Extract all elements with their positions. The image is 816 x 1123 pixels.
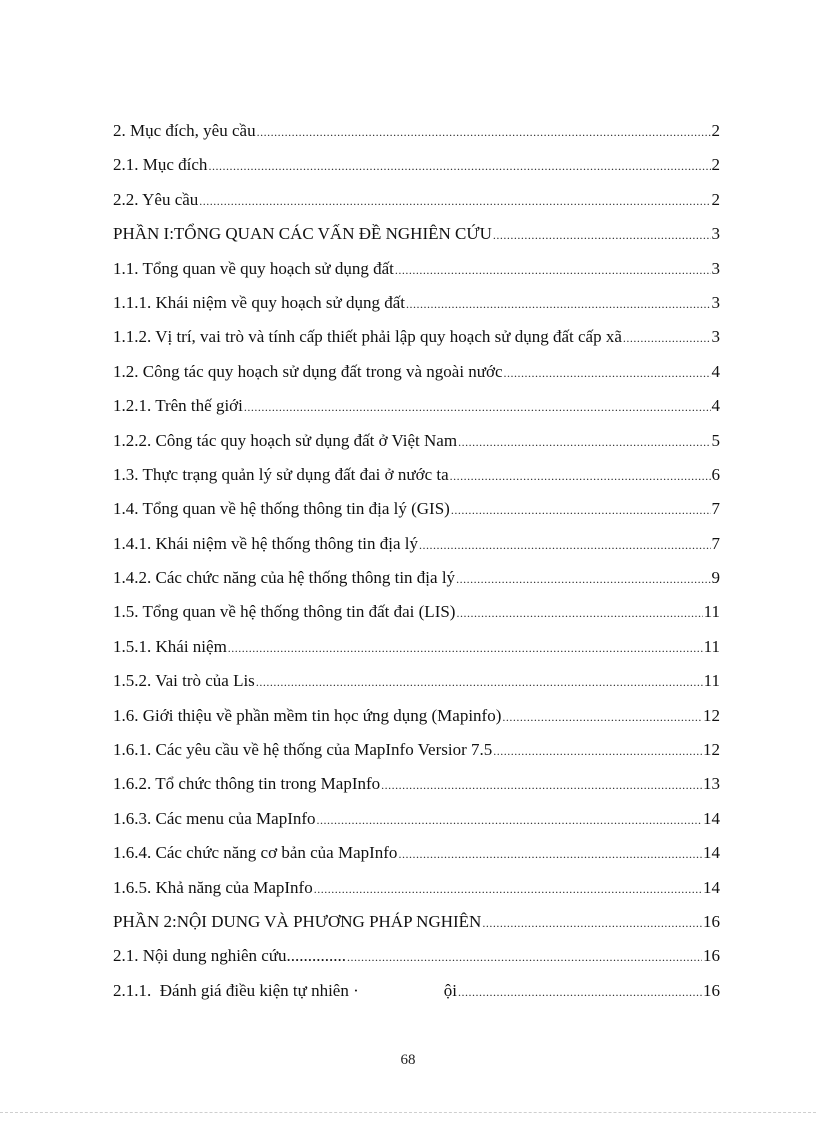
toc-leader-dots [456,562,710,596]
toc-entry-title: 1.6.5. Khả năng của MapInfo [113,877,313,897]
toc-entry-title: PHẦN 2:NỘI DUNG VÀ PHƯƠNG PHÁP NGHIÊN [113,911,482,931]
toc-entry-title: 1.4.2. Các chức năng của hệ thống thông tin địa lý [113,568,456,588]
toc-entry-page: 3 [711,292,720,312]
toc-leader-dots [228,631,703,665]
toc-entry [113,733,720,767]
toc-leader-dots [493,218,711,252]
toc-entry-title: 2.1. Nội dung nghiên cứu.............. [113,946,347,966]
toc-entry-title: 1.3. Thực trạng quản lý sử dụng đất đai ở nước ta [113,464,449,484]
toc-entry-title: 2.1.1. Đánh giá điều kiện tự nhiên · ội [113,980,457,1000]
toc-leader-dots [314,872,702,906]
toc-entry-title: 1.2.1. Trên thế giới [113,396,243,416]
toc-entry [113,630,720,664]
toc-entry-title: 1.5.2. Vai trò của Lis [113,671,255,691]
toc-entry-title: PHẦN I:TỔNG QUAN CÁC VẤN ĐỀ NGHIÊN CỨU [113,224,492,244]
toc-entry-page: 14 [703,808,720,828]
toc-entry-page: 3 [711,327,720,347]
toc-entry-page: 16 [703,911,720,931]
toc-entry-page: 12 [703,705,720,725]
toc-entry [113,699,720,733]
toc-entry-page: 7 [711,533,720,553]
toc-leader-dots [451,493,711,527]
toc-entry-page: 13 [703,774,720,794]
toc-entry [113,252,720,286]
toc-entry-page: 5 [711,430,720,450]
toc-leader-dots [317,803,702,837]
toc-entry-title: 1.1.2. Vị trí, vai trò và tính cấp thiết phải lập quy hoạch sử dụng đất cấp xã [113,327,622,347]
toc-leader-dots [395,253,711,287]
toc-leader-dots [456,596,702,630]
toc-entry-title: 1.2. Công tác quy hoạch sử dụng đất trong và ngoài nước [113,361,503,381]
toc-leader-dots [381,768,702,802]
toc-entry-page: 11 [703,636,720,656]
toc-entry-title: 1.2.2. Công tác quy hoạch sử dụng đất ở Việt Nam [113,430,458,450]
toc-entry-page: 16 [703,980,720,1000]
toc-entry-page: 9 [711,568,720,588]
toc-entry [113,836,720,870]
toc-entry-title: 1.1.1. Khái niệm về quy hoạch sử dụng đất [113,292,406,312]
toc-entry [113,320,720,354]
toc-leader-dots [502,700,702,734]
toc-leader-dots [199,184,710,218]
table-of-contents [113,114,720,1008]
toc-leader-dots [419,528,710,562]
page-number: 68 [400,1052,416,1068]
toc-entry-page: 7 [711,499,720,519]
toc-entry [113,561,720,595]
toc-entry [113,424,720,458]
toc-entry-title: 1.5.1. Khái niệm [113,636,227,656]
toc-entry [113,767,720,801]
toc-entry-page: 11 [703,602,720,622]
toc-entry-title: 1.6.3. Các menu của MapInfo [113,808,316,828]
toc-entry-page: 6 [711,464,720,484]
toc-entry [113,114,720,148]
toc-entry [113,871,720,905]
toc-leader-dots [458,425,710,459]
toc-entry-title: 1.4.1. Khái niệm về hệ thống thông tin địa lý [113,533,419,553]
toc-entry [113,458,720,492]
toc-entry-title: 2.1. Mục đích [113,155,208,175]
toc-entry-title: 2. Mục đích, yêu cầu [113,121,256,140]
toc-entry [113,974,720,1008]
toc-leader-dots [406,287,710,321]
toc-leader-dots [347,940,702,974]
toc-leader-dots [482,906,702,940]
toc-leader-dots [257,115,711,149]
toc-entry-page: 14 [703,877,720,897]
toc-entry [113,355,720,389]
toc-entry-page: 3 [711,224,720,244]
toc-leader-dots [458,975,702,1009]
toc-entry-page: 2 [711,121,720,140]
toc-leader-dots [504,356,711,390]
toc-entry [113,183,720,217]
toc-entry [113,527,720,561]
toc-leader-dots [450,459,711,493]
toc-entry [113,217,720,251]
toc-entry-title: 1.5. Tổng quan về hệ thống thông tin đất đai (LIS) [113,602,456,622]
toc-leader-dots [493,734,702,768]
toc-entry [113,802,720,836]
toc-entry-page: 11 [703,671,720,691]
toc-leader-dots [623,321,711,355]
toc-entry [113,595,720,629]
toc-entry-page: 14 [703,843,720,863]
toc-entry [113,939,720,973]
toc-entry-page: 16 [703,946,720,966]
toc-entry [113,286,720,320]
toc-leader-dots [208,149,710,183]
toc-leader-dots [398,837,702,871]
toc-entry-title: 1.6.2. Tổ chức thông tin trong MapInfo [113,774,381,794]
toc-entry-page: 2 [711,189,720,209]
toc-entry [113,389,720,423]
toc-leader-dots [244,390,711,424]
toc-entry-page: 4 [711,396,720,416]
toc-entry [113,664,720,698]
toc-entry [113,492,720,526]
toc-entry-title: 2.2. Yêu cầu [113,189,199,209]
toc-entry [113,148,720,182]
toc-entry-title: 1.6. Giới thiệu về phần mềm tin học ứng dụng (Mapinfo) [113,705,502,725]
toc-entry-title: 1.6.1. Các yêu cầu về hệ thống của MapInfo Versior 7.5 [113,740,493,760]
toc-leader-dots [256,665,703,699]
toc-entry-page: 2 [711,155,720,175]
toc-entry-page: 4 [711,361,720,381]
toc-entry-title: 1.6.4. Các chức năng cơ bản của MapInfo [113,843,398,863]
toc-entry-page: 12 [703,740,720,760]
toc-entry-title: 1.1. Tổng quan về quy hoạch sử dụng đất [113,258,394,278]
toc-entry-title: 1.4. Tổng quan về hệ thống thông tin địa lý (GIS) [113,499,450,519]
toc-entry-page: 3 [711,258,720,278]
toc-entry [113,905,720,939]
page-bottom-edge [0,1112,816,1113]
